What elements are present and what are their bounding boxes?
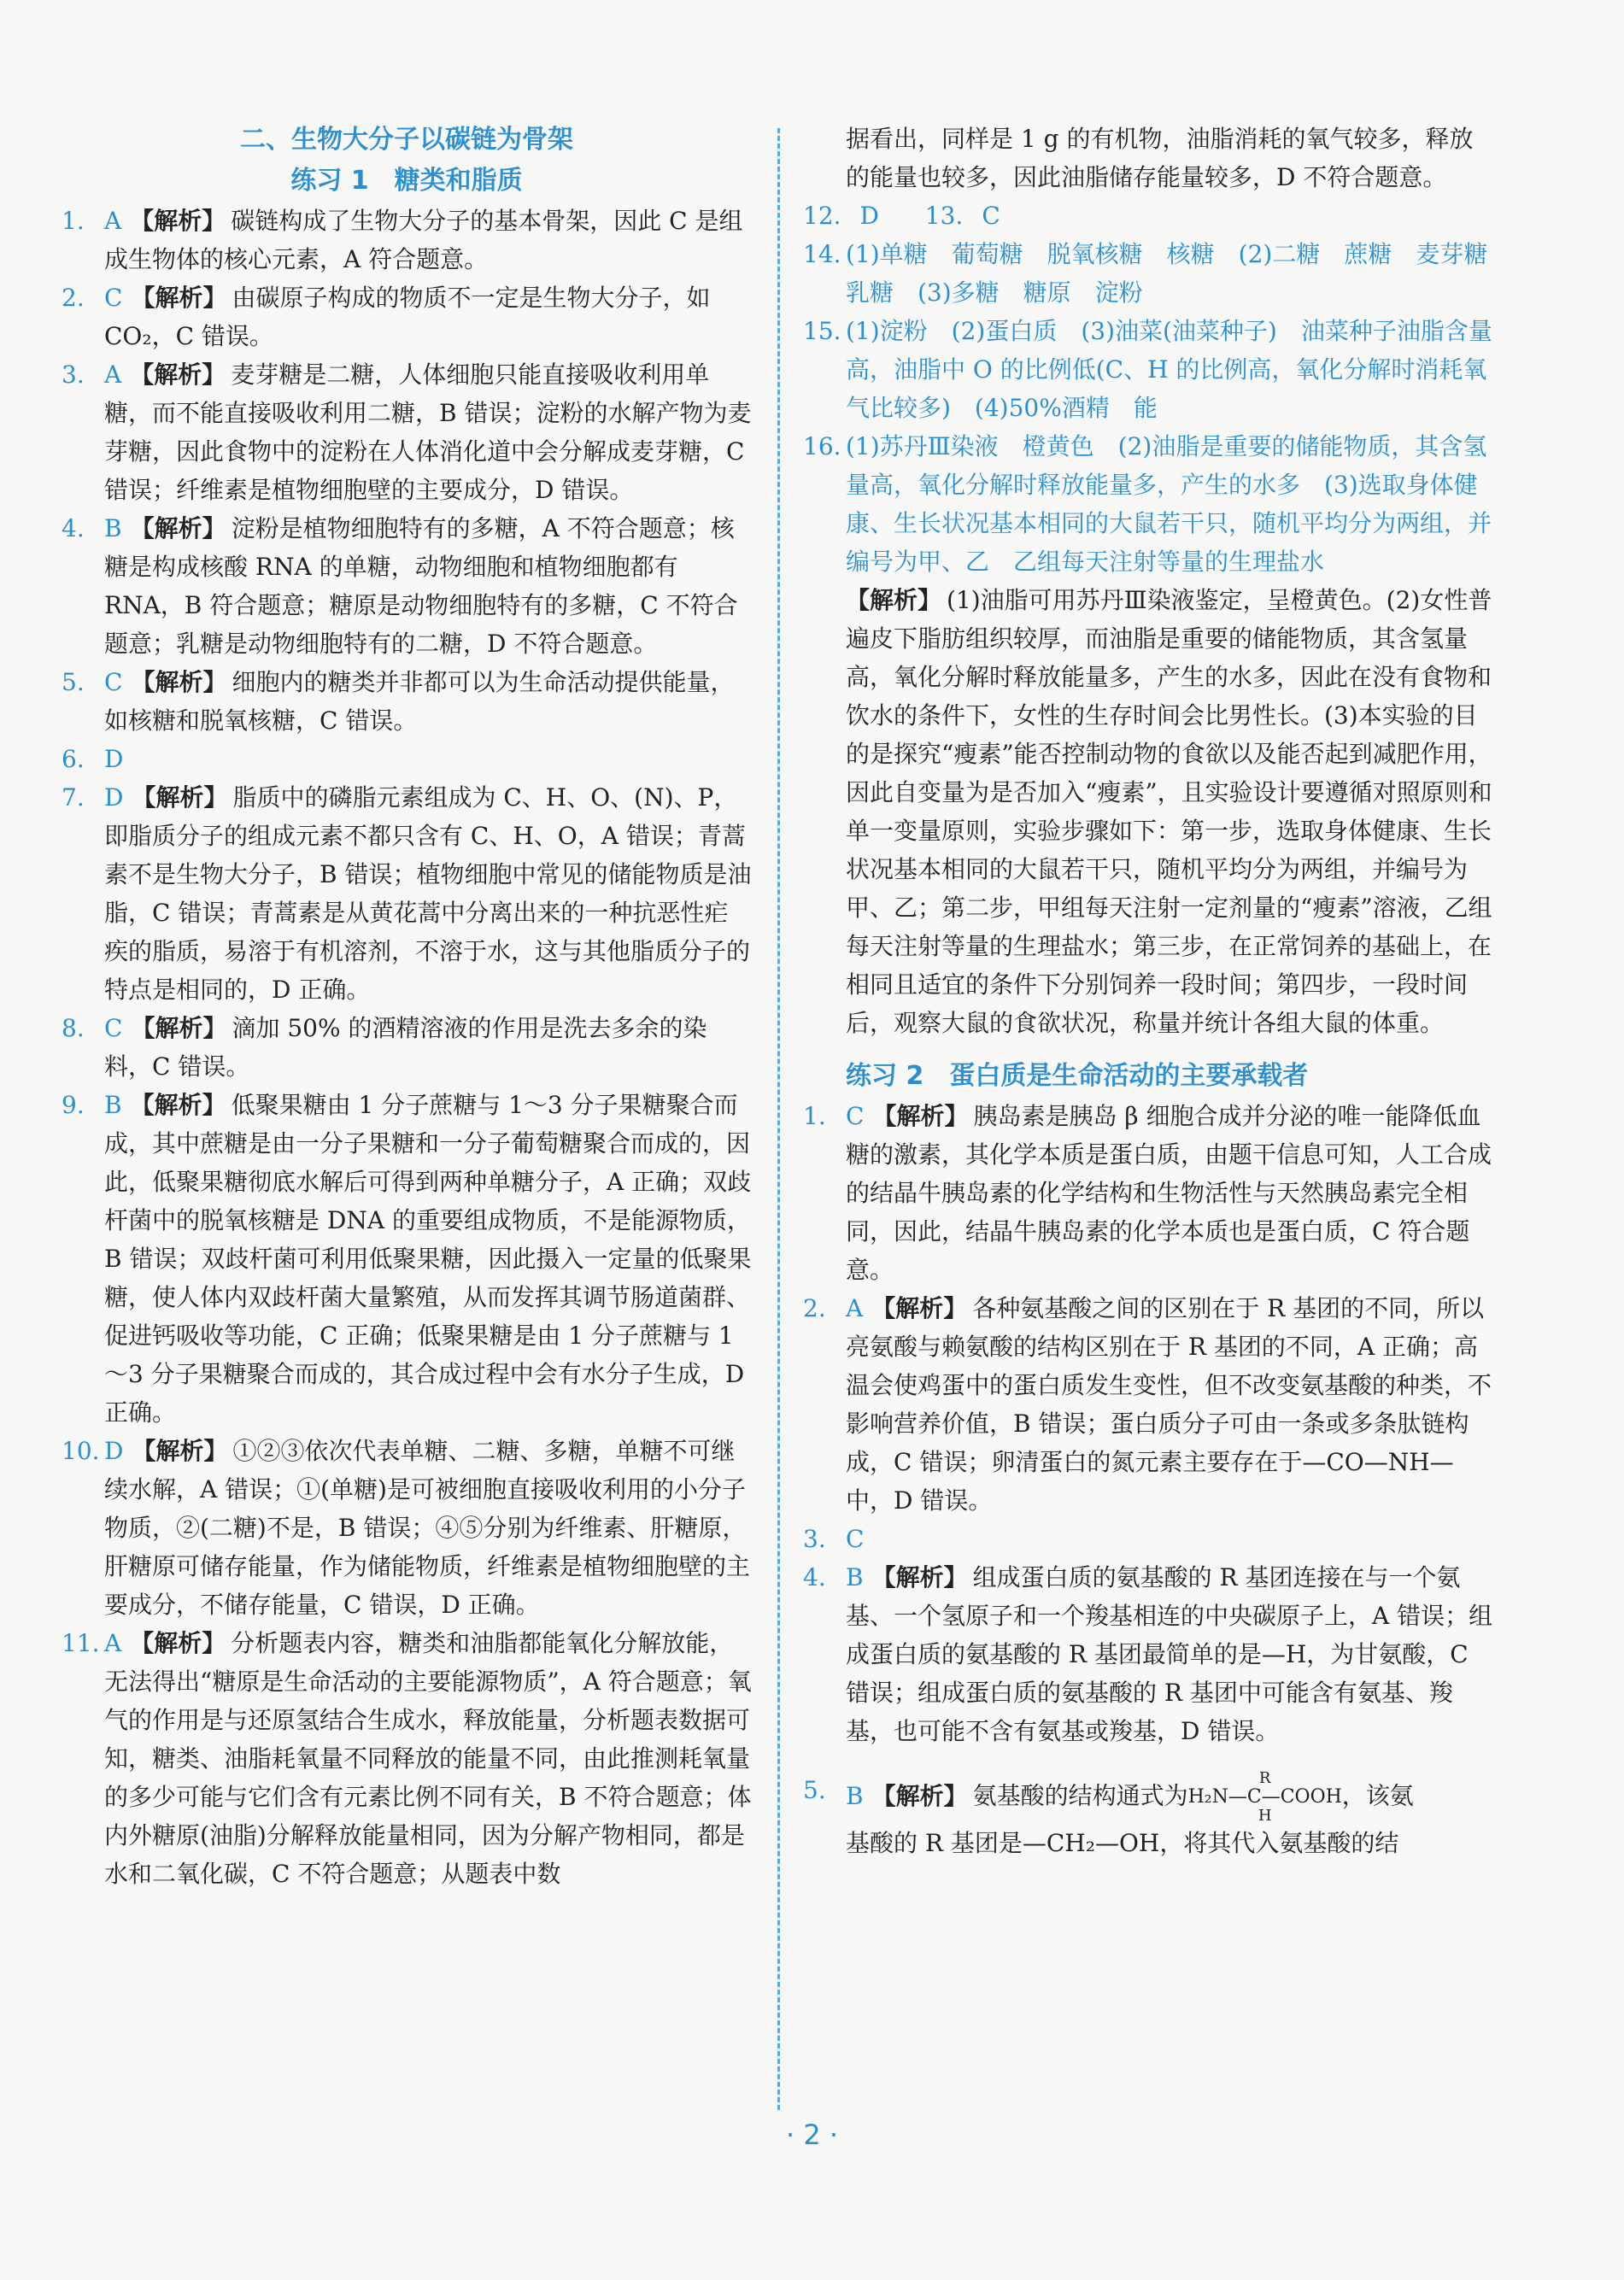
answer-letter: C bbox=[846, 1525, 865, 1553]
left-column bbox=[62, 120, 752, 1893]
answer-letter: C bbox=[104, 1014, 123, 1042]
exercise-1-item bbox=[62, 278, 752, 355]
answer-letter: B bbox=[104, 1091, 122, 1119]
answer-letter: D bbox=[104, 783, 124, 812]
q15-answer: (1)淀粉 (2)蛋白质 (3)油菜(油菜种子) 油菜种子油脂含量高，油脂中 O 的比例低(C、H 的比例高，氧化分解时消耗氧气比较多) (4)50%酒精 能 bbox=[846, 317, 1492, 422]
q11-continuation: 据看出，同样是 1 g 的有机物，油脂消耗的氧气较多，释放的能量也较多，因此油脂储存能量较多，D 不符合题意。 bbox=[846, 125, 1474, 191]
question-number: 5. bbox=[62, 668, 85, 696]
q16-explanation-text: (1)油脂可用苏丹Ⅲ染液鉴定，呈橙黄色。(2)女性普遍皮下脂肪组织较厚，而油脂是重要的储能物质，其含氢量高，氧化分解时释放能量多，产生的水多，因此在没有食物和饮水的条件下，女性的生存时间会比男性长。(3)本实验的目的是探究“瘦素”能否控制动物的食欲以及能否起到减肥作用，因此自变量为是否加入“瘦素”，且实验设计要遵循对照原则和单一变量原则，实验步骤如下：第一步，选取身体健康、生长状况基本相同的大鼠若干只，随机平均分为两组，并编号为甲、乙；第二步，甲组每天注射一定剂量的“瘦素”溶液，乙组每天注射等量的生理盐水；第三步，在正常饲养的基础上，在相同且适宜的条件下分别饲养一段时间；第四步，一段时间后，观察大鼠的食欲状况，称量并统计各组大鼠的体重。 bbox=[846, 586, 1492, 1037]
q12-q13-row bbox=[803, 196, 1493, 235]
formula-backbone: H₂N—C—COOH bbox=[1187, 1786, 1342, 1808]
explanation-text: 各种氨基酸之间的区别在于 R 基团的不同，所以亮氨酸与赖氨酸的结构区别在于 R 基团的不同，A 正确；高温会使鸡蛋中的蛋白质发生变性，但不改变氨基酸的种类，不影响营养价值，B 错误；蛋白质分子可由一条或多条肽链构成，C 错误；卵清蛋白的氮元素主要存在于—CO—NH—中，D 错误。 bbox=[846, 1294, 1492, 1515]
q16-explanation bbox=[803, 581, 1493, 1042]
question-number: 2. bbox=[62, 284, 85, 312]
q15 bbox=[803, 312, 1493, 427]
answer-letter: A bbox=[104, 207, 122, 235]
ex2-q5-text: 氨基酸的结构通式为 bbox=[972, 1781, 1188, 1810]
column-divider bbox=[777, 128, 780, 2110]
explanation-text: 脂质中的磷脂元素组成为 C、H、O、(N)、P，即脂质分子的组成元素不都只含有 C、H、O，A 错误；青蒿素不是生物大分子，B 错误；植物细胞中常见的储能物质是油脂，C 错误；青蒿素是从黄花蒿中分离出来的一种抗恶性疟疾的脂质，易溶于有机溶剂，不溶于水，这与其他脂质分子的特点是相同的，D 正确。 bbox=[104, 783, 752, 1004]
question-number: 4. bbox=[803, 1563, 826, 1591]
exercise-2-item bbox=[803, 1289, 1493, 1520]
amino-acid-formula bbox=[1188, 1771, 1342, 1824]
question-number: 2. bbox=[803, 1294, 826, 1322]
answer-letter: D bbox=[104, 1437, 124, 1465]
exercise-1-item bbox=[62, 1009, 752, 1086]
exercise-1-item bbox=[62, 663, 752, 740]
jiexi-label: 【解析】 bbox=[131, 668, 227, 696]
exercise-1-item bbox=[62, 202, 752, 278]
ex2-q5-text-2: ，该氨 bbox=[1341, 1781, 1414, 1810]
explanation-text: 碳链构成了生物大分子的基本骨架，因此 C 是组成生物体的核心元素，A 符合题意。 bbox=[104, 207, 743, 273]
explanation-text: 细胞内的糖类并非都可以为生命活动提供能量，如核糖和脱氧核糖，C 错误。 bbox=[104, 668, 735, 735]
explanation-text: 淀粉是植物细胞特有的多糖，A 不符合题意；核糖是构成核酸 RNA 的单糖，动物细胞和植物细胞都有 RNA，B 符合题意；糖原是动物细胞特有的多糖，C 不符合题意；乳糖是动物细胞特有的二糖，D 不符合题意。 bbox=[104, 514, 738, 658]
jiexi-label: 【解析】 bbox=[130, 514, 226, 542]
right-column bbox=[803, 120, 1512, 1862]
question-number: 4. bbox=[62, 514, 85, 542]
answer-letter: B bbox=[104, 514, 122, 542]
q16-jiexi-label: 【解析】 bbox=[846, 586, 942, 614]
ex2-q5 bbox=[803, 1771, 1493, 1824]
question-number: 1. bbox=[62, 207, 85, 235]
question-number: 3. bbox=[62, 360, 85, 389]
answer-letter: C bbox=[846, 1102, 865, 1130]
q14-number: 14. bbox=[803, 240, 841, 268]
explanation-text: 组成蛋白质的氨基酸的 R 基团连接在与一个氨基、一个氢原子和一个羧基相连的中央碳原子上，A 错误；组成蛋白质的氨基酸的 R 基团最简单的是—H，为甘氨酸，C 错误；组成蛋白质的氨基酸的 R 基团中可能含有氨基、羧基，也可能不含有氨基或羧基，D 错误。 bbox=[846, 1563, 1493, 1745]
question-number: 3. bbox=[803, 1525, 826, 1553]
question-number: 1. bbox=[803, 1102, 826, 1130]
question-number: 7. bbox=[62, 783, 85, 812]
answer-letter: C bbox=[104, 668, 123, 696]
answer-letter: A bbox=[104, 1629, 122, 1657]
exercise-1-item bbox=[62, 740, 752, 778]
jiexi-label: 【解析】 bbox=[131, 1014, 227, 1042]
explanation-text: 分析题表内容，糖类和油脂都能氧化分解放能，无法得出“糖原是生命活动的主要能源物质”，A 符合题意；氧气的作用是与还原氢结合生成水，释放能量，分析题表数据可知，糖类、油脂耗氧量不同释放的能量不同，由此推测耗氧量的多少可能与它们含有元素比例不同有关，B 不符合题意；体内外糖原(油脂)分解释放能量相同，因为分解产物相同，都是水和二氧化碳，C 不符合题意；从题表中数 bbox=[104, 1629, 752, 1888]
q15-number: 15. bbox=[803, 317, 841, 345]
q16 bbox=[803, 427, 1493, 581]
explanation-text: 滴加 50% 的酒精溶液的作用是洗去多余的染料，C 错误。 bbox=[104, 1014, 707, 1081]
exercise-1-item bbox=[62, 1432, 752, 1624]
answer-letter: D bbox=[104, 745, 124, 773]
jiexi-label: 【解析】 bbox=[132, 783, 228, 812]
question-number: 10. bbox=[62, 1437, 100, 1465]
explanation-text: 胰岛素是胰岛 β 细胞合成并分泌的唯一能降低血糖的激素，其化学本质是蛋白质，由题干信息可知，人工合成的结晶牛胰岛素的化学结构和生物活性与天然胰岛素完全相同，因此，结晶牛胰岛素的化学本质也是蛋白质，C 符合题意。 bbox=[846, 1102, 1492, 1284]
exercise-1-item bbox=[62, 355, 752, 509]
question-number: 8. bbox=[62, 1014, 85, 1042]
answer-letter: A bbox=[846, 1294, 864, 1322]
explanation-text: 低聚果糖由 1 分子蔗糖与 1～3 分子果糖聚合而成，其中蔗糖是由一分子果糖和一分子葡萄糖聚合而成的，因此，低聚果糖彻底水解后可得到两种单糖分子，A 正确；双歧杆菌中的脱氧核糖是 DNA 的重要组成物质，不是能源物质，B 错误；双歧杆菌可利用低聚果糖，因此摄入一定量的低聚果糖，使人体内双歧杆菌大量繁殖，从而发挥其调节肠道菌群、促进钙吸收等功能，C 正确；低聚果糖是由 1 分子蔗糖与 1～3 分子果糖聚合而成的，其合成过程中会有水分子生成，D 正确。 bbox=[104, 1091, 752, 1427]
page-number: · 2 · bbox=[785, 2119, 839, 2151]
jiexi-label: 【解析】 bbox=[871, 1563, 968, 1591]
exercise-2-title: 练习 2 蛋白质是生命活动的主要承载者 bbox=[846, 1061, 1309, 1091]
exercise-2-item bbox=[803, 1097, 1493, 1289]
q12-number: 12. bbox=[803, 202, 841, 230]
jiexi-label: 【解析】 bbox=[130, 1629, 226, 1657]
section-title: 二、生物大分子以碳链为骨架 bbox=[240, 125, 573, 155]
exercise-1-item bbox=[62, 778, 752, 1009]
exercise-1-item bbox=[62, 1624, 752, 1893]
q12-answer: D bbox=[859, 202, 879, 230]
jiexi-label: 【解析】 bbox=[871, 1294, 968, 1322]
exercise-1-title: 练习 1 糖类和脂质 bbox=[290, 166, 523, 196]
jiexi-label: 【解析】 bbox=[130, 360, 226, 389]
q14-answer: (1)单糖 葡萄糖 脱氧核糖 核糖 (2)二糖 蔗糖 麦芽糖 乳糖 (3)多糖 糖原 淀粉 bbox=[846, 240, 1512, 307]
q13-number: 13. bbox=[924, 202, 964, 230]
explanation-text: ①②③依次代表单糖、二糖、多糖，单糖不可继续水解，A 错误；①(单糖)是可被细胞直接吸收利用的小分子物质，②(二糖)不是，B 错误；④⑤分别为纤维素、肝糖原，肝糖原可储存能量，作为储能物质，纤维素是植物细胞壁的主要成分，不储存能量，C 错误，D 正确。 bbox=[104, 1437, 751, 1619]
q16-number: 16. bbox=[803, 432, 841, 460]
ex2-q5-number: 5. bbox=[803, 1776, 826, 1804]
jiexi-label: 【解析】 bbox=[130, 1091, 226, 1119]
formula-r-group: R bbox=[1258, 1769, 1271, 1787]
q14 bbox=[803, 235, 1512, 312]
answer-letter: B bbox=[846, 1563, 864, 1591]
ex2-q5-jiexi-label: 【解析】 bbox=[871, 1781, 968, 1810]
jiexi-label: 【解析】 bbox=[130, 207, 226, 235]
q13-answer: C bbox=[982, 202, 1000, 230]
jiexi-label: 【解析】 bbox=[132, 1437, 228, 1465]
jiexi-label: 【解析】 bbox=[872, 1102, 969, 1130]
left-answer-list bbox=[62, 202, 752, 1893]
exercise-2-answer-list bbox=[803, 1097, 1493, 1750]
exercise-1-item bbox=[62, 509, 752, 663]
exercise-2-item bbox=[803, 1520, 1493, 1558]
jiexi-label: 【解析】 bbox=[131, 284, 227, 312]
exercise-1-item bbox=[62, 1086, 752, 1432]
question-number: 11. bbox=[62, 1629, 100, 1657]
explanation-text: 麦芽糖是二糖，人体细胞只能直接吸收利用单糖，而不能直接吸收利用二糖，B 错误；淀粉的水解产物为麦芽糖，因此食物中的淀粉在人体消化道中会分解成麦芽糖，C 错误；纤维素是植物细胞壁的主要成分，D 错误。 bbox=[104, 360, 752, 504]
question-number: 6. bbox=[62, 745, 85, 773]
ex2-q5-answer: B bbox=[846, 1781, 864, 1810]
answer-letter: C bbox=[104, 284, 123, 312]
ex2-q5-continuation: 基酸的 R 基团是—CH₂—OH，将其代入氨基酸的结 bbox=[846, 1829, 1399, 1857]
exercise-2-item bbox=[803, 1558, 1493, 1750]
answer-letter: A bbox=[104, 360, 122, 389]
q16-answer: (1)苏丹Ⅲ染液 橙黄色 (2)油脂是重要的储能物质，其含氢量高，氧化分解时释放能量多，产生的水多 (3)选取身体健康、生长状况基本相同的大鼠若干只，随机平均分为两组，并编号为甲、乙 乙组每天注射等量的生理盐水 bbox=[846, 432, 1492, 576]
formula-h: H bbox=[1258, 1807, 1272, 1825]
explanation-text: 由碳原子构成的物质不一定是生物大分子，如 CO₂，C 错误。 bbox=[104, 284, 711, 350]
question-number: 9. bbox=[62, 1091, 85, 1119]
